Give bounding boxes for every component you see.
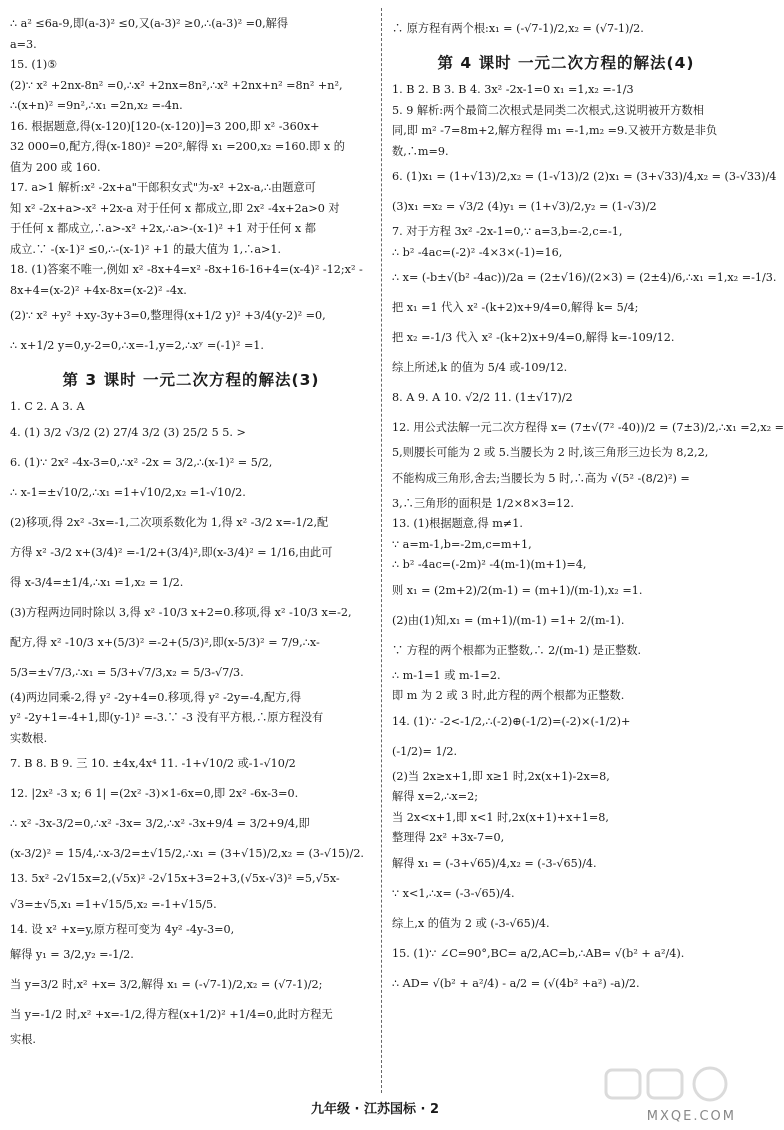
text-line: 当 y=-1/2 时,x² +x=-1/2,得方程(x+1/2)² +1/4=0,此时方程无 (10, 1008, 333, 1021)
text-line: 整理得 2x² +3x-7=0, (392, 831, 505, 844)
left-block-2 (10, 397, 372, 1051)
text-line: 值为 200 或 160. (10, 160, 101, 174)
text-line: 7. B 8. B 9. 三 10. ±4x,4x⁴ 11. -1+√10/2 或-1-√10/2 (10, 757, 296, 770)
text-line: 6. (1)x₁ = (1+√13)/2,x₂ = (1-√13)/2 (2)x₁ = (3+√33)/4,x₂ = (3-√33)/4 (392, 170, 777, 183)
text-line: 同,即 m² -7=8m+2,解方程得 m₁ =-1,m₂ =9.又被开方数是非负 (392, 124, 718, 137)
text-line: ∵ 方程的两个根都为正整数,∴ 2/(m-1) 是正整数. (392, 643, 642, 657)
watermark-text: MXQE.COM (646, 1109, 736, 1124)
text-line: 6. (1)∵ 2x² -4x-3=0,∴x² -2x = 3/2,∴(x-1)² = 5/2, (10, 455, 273, 469)
text-line: (2)∵ x² +2nx-8n² =0,∴x² +2nx=8n²,∴x² +2nx+n² =8n² +n², (10, 78, 343, 92)
text-line: 7. 对于方程 3x² -2x-1=0,∵ a=3,b=-2,c=-1, (392, 225, 623, 238)
text-line: ∴ b² -4ac=(-2m)² -4(m-1)(m+1)=4, (392, 558, 587, 571)
text-line: 8x+4=(x-2)² +4x-8x=(x-2)² -4x. (10, 283, 187, 297)
text-line: 12. |2x² -3 x; 6 1| =(2x² -3)×1-6x=0,即 2x² -6x-3=0. (10, 787, 299, 800)
text-line: (2)∵ x² +y² +xy-3y+3=0,整理得(x+1/2 y)² +3/4(y-2)² =0, (10, 309, 326, 322)
text-line: ∴ x² -3x-3/2=0,∴x² -3x= 3/2,∴x² -3x+9/4 = 3/2+9/4,即 (10, 817, 310, 830)
text-line: ∴ AD= √(b² + a²/4) - a/2 = (√(4b² +a²) -a)/2. (392, 976, 640, 990)
text-line: 于任何 x 都成立,∴a>-x² +2x,∴a>-(x-1)² +1 对于任何 x 都 (10, 222, 316, 235)
text-line: a=3. (10, 37, 37, 51)
text-line: 综上所述,k 的值为 5/4 或-109/12. (392, 361, 568, 374)
left-column (10, 14, 372, 1051)
left-block-1 (10, 14, 372, 361)
text-line: 成立.∵ -(x-1)² ≤0,∴-(x-1)² +1 的最大值为 1,∴a>1. (10, 242, 282, 256)
text-line: 8. A 9. A 10. √2/2 11. (1±√17)/2 (392, 391, 573, 404)
text-line: 知 x² -2x+a>-x² +2x-a 对于任何 x 都成立,即 2x² -4x+2a>0 对 (10, 201, 340, 215)
text-line: 12. 用公式法解一元二次方程得 x= (7±√(7² -40))/2 = (7±3)/2,∴x₁ =2,x₂ = (392, 421, 784, 434)
text-line: 解得 y₁ = 3/2,y₂ =-1/2. (10, 948, 134, 961)
text-line: 1. C 2. A 3. A (10, 400, 85, 413)
text-line: ∴ b² -4ac=(-2)² -4×3×(-1)=16, (392, 245, 563, 259)
text-line: (2)移项,得 2x² -3x=-1,二次项系数化为 1,得 x² -3/2 x=-1/2,配 (10, 515, 329, 529)
text-line: ∴ x+1/2 y=0,y-2=0,∴x=-1,y=2,∴xʸ =(-1)² =1. (10, 339, 264, 352)
right-block-1 (392, 80, 784, 999)
text-line: 1. B 2. B 3. B 4. 3x² -2x-1=0 x₁ =1,x₂ =-1/3 (392, 83, 634, 96)
text-line: ∵ a=m-1,b=-2m,c=m+1, (392, 537, 532, 551)
text-line: ∴ x-1=±√10/2,∴x₁ =1+√10/2,x₂ =1-√10/2. (10, 485, 246, 499)
text-line: ∴ m-1=1 或 m-1=2. (392, 668, 501, 682)
text-line: 方得 x² -3/2 x+(3/4)² =-1/2+(3/4)²,即(x-3/4)² = 1/16,由此可 (10, 545, 333, 559)
text-line: 5. 9 解析:两个最简二次根式是同类二次根式,这说明被开方数相 (392, 103, 704, 117)
text-line: 14. 设 x² +x=y,原方程可变为 4y² -4y-3=0, (10, 922, 235, 936)
text-line: (2)当 2x≥x+1,即 x≥1 时,2x(x+1)-2x=8, (392, 769, 610, 783)
text-line: (-1/2)= 1/2. (392, 744, 458, 758)
text-line: 实根. (10, 1033, 36, 1046)
text-line: 解得 x=2,∴x=2; (392, 790, 478, 803)
text-line: 5,则腰长可能为 2 或 5.当腰长为 2 时,该三角形三边长为 8,2,2, (392, 446, 709, 459)
text-line: ∵ x<1,∴x= (-3-√65)/4. (392, 886, 515, 900)
text-line: 当 2x<x+1,即 x<1 时,2x(x+1)+x+1=8, (392, 810, 609, 824)
text-line: 解得 x₁ = (-3+√65)/4,x₂ = (-3-√65)/4. (392, 856, 597, 870)
text-line: 把 x₂ =-1/3 代入 x² -(k+2)x+9/4=0,解得 k=-109/12. (392, 331, 675, 344)
text-line: ∴ 原方程有两个根:x₁ = (-√7-1)/2,x₂ = (√7-1)/2. (392, 22, 644, 35)
text-line: 得 x-3/4=±1/4,∴x₁ =1,x₂ = 1/2. (10, 575, 184, 589)
text-line: 当 y=3/2 时,x² +x= 3/2,解得 x₁ = (-√7-1)/2,x₂ = (√7-1)/2; (10, 978, 323, 991)
text-line: (2)由(1)知,x₁ = (m+1)/(m-1) =1+ 2/(m-1). (392, 613, 625, 627)
text-line: 综上,x 的值为 2 或 (-3-√65)/4. (392, 916, 550, 930)
text-line: 4. (1) 3/2 √3/2 (2) 27/4 3/2 (3) 25/2 5 5. > (10, 425, 246, 439)
text-line: 不能构成三角形,舍去;当腰长为 5 时,∴高为 √(5² -(8/2)²) = (392, 471, 690, 485)
section-heading-lesson-3: 第 3 课时 一元二次方程的解法(3) (62, 371, 320, 389)
page-footer: 九年级 · 江苏国标 · 2 (310, 1102, 440, 1117)
text-line: 把 x₁ =1 代入 x² -(k+2)x+9/4=0,解得 k= 5/4; (392, 301, 639, 314)
text-line: 16. 根据题意,得(x-120)[120-(x-120)]=3 200,即 x² -360x+ (10, 119, 320, 133)
text-line: 18. (1)答案不唯一,例如 x² -8x+4=x² -8x+16-16+4=(x-4)² -12;x² - (10, 263, 363, 276)
text-line: (4)两边同乘-2,得 y² -2y+4=0.移项,得 y² -2y=-4,配方,得 (10, 690, 302, 704)
text-line: 32 000=0,配方,得(x-180)² =20²,解得 x₁ =200,x₂ =160.即 x 的 (10, 140, 345, 153)
text-line: 即 m 为 2 或 3 时,此方程的两个根都为正整数. (392, 689, 625, 702)
text-line: 15. (1)⑤ (10, 58, 58, 71)
column-divider (381, 8, 382, 1093)
text-line: 13. 5x² -2√15x=2,(√5x)² -2√15x+3=2+3,(√5x-√3)² =5,√5x- (10, 872, 340, 885)
text-line: (3)x₁ =x₂ = √3/2 (4)y₁ = (1+√3)/2,y₂ = (1-√3)/2 (392, 200, 657, 213)
text-line: ∴ a² ≤6a-9,即(a-3)² ≤0,又(a-3)² ≥0,∴(a-3)² =0,解得 (10, 17, 289, 30)
text-line: 14. (1)∵ -2<-1/2,∴(-2)⊕(-1/2)=(-2)×(-1/2)+ (392, 714, 631, 728)
text-line: ∴(x+n)² =9n²,∴x₁ =2n,x₂ =-4n. (10, 99, 183, 112)
text-line: √3=±√5,x₁ =1+√15/5,x₂ =-1+√15/5. (10, 897, 217, 911)
text-line: 13. (1)根据题意,得 m≠1. (392, 517, 523, 530)
right-column (392, 14, 784, 999)
text-line: 配方,得 x² -10/3 x+(5/3)² =-2+(5/3)²,即(x-5/3)² = 7/9,∴x- (10, 635, 320, 649)
text-line: (x-3/2)² = 15/4,∴x-3/2=±√15/2,∴x₁ = (3+√15)/2,x₂ = (3-√15)/2. (10, 847, 364, 860)
text-line: 3,∴三角形的面积是 1/2×8×3=12. (392, 496, 574, 510)
text-line: 数,∴m=9. (392, 144, 449, 158)
section-heading-lesson-4: 第 4 课时 一元二次方程的解法(4) (437, 54, 695, 72)
text-line: ∴ x= (-b±√(b² -4ac))/2a = (2±√16)/(2×3) = (2±4)/6,∴x₁ =1,x₂ =-1/3. (392, 271, 777, 284)
text-line: 15. (1)∵ ∠C=90°,BC= a/2,AC=b,∴AB= √(b² + a²/4). (392, 946, 685, 960)
text-line: 5/3=±√7/3,∴x₁ = 5/3+√7/3,x₂ = 5/3-√7/3. (10, 665, 244, 679)
text-line: 则 x₁ = (2m+2)/2(m-1) = (m+1)/(m-1),x₂ =1. (392, 583, 643, 597)
text-line: y² -2y+1=-4+1,即(y-1)² =-3.∵ -3 没有平方根,∴原方程没有 (10, 711, 324, 724)
text-line: 17. a>1 解析:x² -2x+a"干郎积女式"为-x² +2x-a,∴由题意可 (10, 181, 316, 194)
text-line: (3)方程两边同时除以 3,得 x² -10/3 x+2=0.移项,得 x² -10/3 x=-2, (10, 605, 352, 619)
text-line: 实数根. (10, 731, 48, 745)
